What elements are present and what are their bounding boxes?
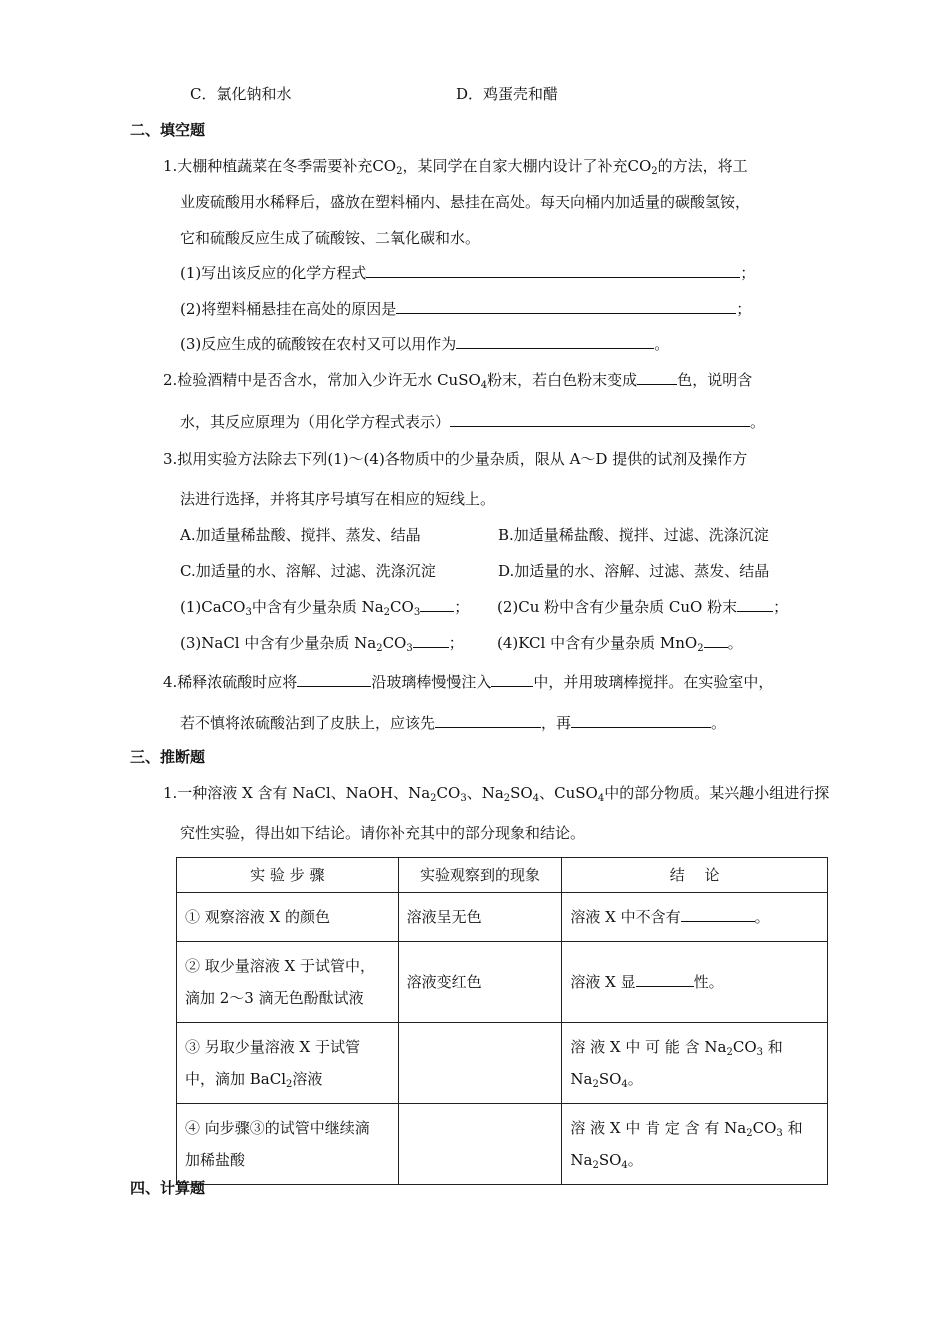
answer-blank[interactable] [366,263,740,278]
step-cell: ④ 向步骤③的试管中继续滴 加稀盐酸 [177,1104,399,1185]
conclusion-cell: 溶 液 X 中 肯 定 含 有 $Na_2CO_3$ 和 $Na_2SO_4$。 [562,1104,828,1185]
header-observation: 实验观察到的现象 [398,858,562,893]
conclusion-cell: 溶 液 X 中 可 能 含 $Na_2CO_3$ 和 $Na_2SO_4$。 [562,1023,828,1104]
step-cell: ② 取少量溶液 X 于试管中， 滴加 2～3 滴无色酚酞试液 [177,942,399,1023]
answer-blank[interactable] [636,972,694,987]
q3-sub4: (4)KCl 中含有少量杂质 MnO$_2$ 。 [497,634,743,654]
header-steps: 实 验 步 骤 [177,858,399,893]
answer-blank[interactable] [396,299,736,314]
answer-blank[interactable] [637,370,677,385]
q3-sub2: (2)Cu 粉中含有少量杂质 CuO 粉末 ； [497,598,789,616]
q3-option-c: C.加适量的水、溶解、过滤、洗涤沉淀 [180,562,436,580]
q2-line1: 2.检验酒精中是否含水，常加入少许无水 CuSO$_4$粉末，若白色粉末变成 色，说明含 [163,371,753,391]
step-cell: ① 观察溶液 X 的颜色 [177,893,399,942]
observation-cell [398,1023,562,1104]
q4-line1: 4.稀释浓硫酸时应将 沿玻璃棒慢慢注入 中，并用玻璃棒搅拌。在实验室中， [163,673,774,691]
conclusion-cell: 溶液 X 中不含有 。 [562,893,828,942]
experiment-table [176,857,828,1185]
q3-sub1: (1)CaCO$_3$中含有少量杂质 $Na_2CO_3$ ； [180,598,470,618]
answer-blank[interactable] [297,672,371,687]
q1-part1: (1)写出该反应的化学方程式 ； [180,264,756,282]
conclusion-cell: 溶液 X 显 性。 [562,942,828,1023]
q1-line1: 1.大棚种植蔬菜在冬季需要补充$CO_2$，某同学在自家大棚内设计了补充$CO_2$的方法，将工 [163,157,748,177]
q3-option-a: A.加适量稀盐酸、搅拌、蒸发、结晶 [180,526,421,544]
observation-cell [398,1104,562,1185]
answer-blank[interactable] [491,672,533,687]
q1-part3: (3)反应生成的硫酸铵在农村又可以用作为 。 [180,335,670,353]
observation-cell: 溶液呈无色 [398,893,562,942]
table-row [177,1023,828,1104]
answer-blank[interactable] [413,633,449,648]
answer-blank[interactable] [704,633,728,648]
q1-part2: (2)将塑料桶悬挂在高处的原因是 ； [180,300,752,318]
q3-option-d: D.加适量的水、溶解、过滤、蒸发、结晶 [498,562,770,580]
q3-sub3: (3)NaCl 中含有少量杂质 $Na_2CO_3$ ； [180,634,464,654]
q3-option-b: B.加适量稀盐酸、搅拌、过滤、洗涤沉淀 [498,526,769,544]
section-heading-infer: 三、推断题 [130,748,206,766]
option-d: D．鸡蛋壳和醋 [456,85,559,103]
answer-blank[interactable] [681,907,755,922]
option-c: C．氯化钠和水 [190,85,292,103]
answer-blank[interactable] [420,597,454,612]
q1-line2: 业废硫酸用水稀释后，盛放在塑料桶内、悬挂在高处。每天向桶内加适量的碳酸氢铵， [180,193,751,211]
q2-line2: 水，其反应原理为（用化学方程式表示） 。 [180,413,766,431]
table-row [177,1104,828,1185]
answer-blank[interactable] [737,597,773,612]
answer-blank[interactable] [450,412,750,427]
answer-blank[interactable] [435,713,541,728]
q5-line1: 1.一种溶液 X 含有 NaCl、NaOH、$Na_2CO_3$、$Na_2SO_4$、CuSO$_4$中的部分物质。某兴趣小组进行探 [163,784,830,804]
header-conclusion: 结 论 [562,858,828,893]
section-heading-calc: 四、计算题 [130,1179,206,1197]
q5-line2: 究性实验，得出如下结论。请你补充其中的部分现象和结论。 [180,824,586,842]
answer-blank[interactable] [456,334,654,349]
q1-line3: 它和硫酸反应生成了硫酸铵、二氧化碳和水。 [180,229,481,247]
q3-line1: 3.拟用实验方法除去下列(1)～(4)各物质中的少量杂质，限从 A～D 提供的试剂及操作方 [163,450,748,468]
table-header-row [177,858,828,893]
table-row [177,942,828,1023]
table-row [177,893,828,942]
step-cell: ③ 另取少量溶液 X 于试管 中，滴加 BaCl$_2$溶液 [177,1023,399,1104]
observation-cell: 溶液变红色 [398,942,562,1023]
q4-line2: 若不慎将浓硫酸沾到了皮肤上，应该先 ，再 。 [180,714,727,732]
answer-blank[interactable] [571,713,711,728]
q3-line2: 法进行选择，并将其序号填写在相应的短线上。 [180,490,496,508]
section-heading-fill: 二、填空题 [130,121,206,139]
